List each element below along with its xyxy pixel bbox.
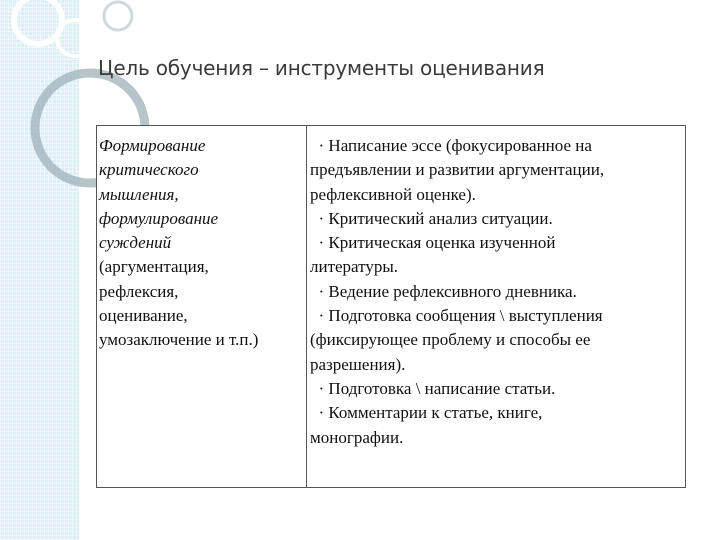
left-line: оценивание, [99,306,188,326]
left-line: Формирование [99,136,206,155]
right-line: предъявлении и развитии аргументации, [310,160,605,180]
right-line: (фиксирующее проблему и способы ее [310,330,591,350]
content-table [96,125,686,488]
right-line: · Подготовка \ написание статьи. [310,378,556,398]
right-line: монографии. [310,427,404,447]
decorative-side-strip [0,0,79,540]
left-line: критического [99,160,199,180]
right-line: · Написание эссе (фокусированное на [310,136,592,155]
left-line: суждений [99,233,172,253]
left-line: (аргументация, [99,257,209,277]
right-line: литературы. [310,257,399,277]
left-line: рефлексия, [99,281,179,301]
left-line: мышления, [99,184,179,204]
assessment-tools-column [307,126,685,487]
right-line: · Комментарии к статье, книге, [310,403,543,423]
left-line: формулирование [99,208,219,228]
right-line: · Ведение рефлексивного дневника. [310,281,577,301]
right-line: · Критическая оценка изученной [310,233,556,253]
learning-goal-column [97,126,307,487]
slide-title: Цель обучения – инструменты оценивания [98,56,545,80]
right-line: разрешения). [310,354,406,374]
right-line: рефлексивной оценке). [310,184,476,204]
right-line: · Подготовка сообщения \ выступления [310,306,603,326]
left-line: умозаключение и т.п.) [99,330,259,350]
small-ring-right [104,2,132,30]
right-line: · Критический анализ ситуации. [310,208,553,228]
